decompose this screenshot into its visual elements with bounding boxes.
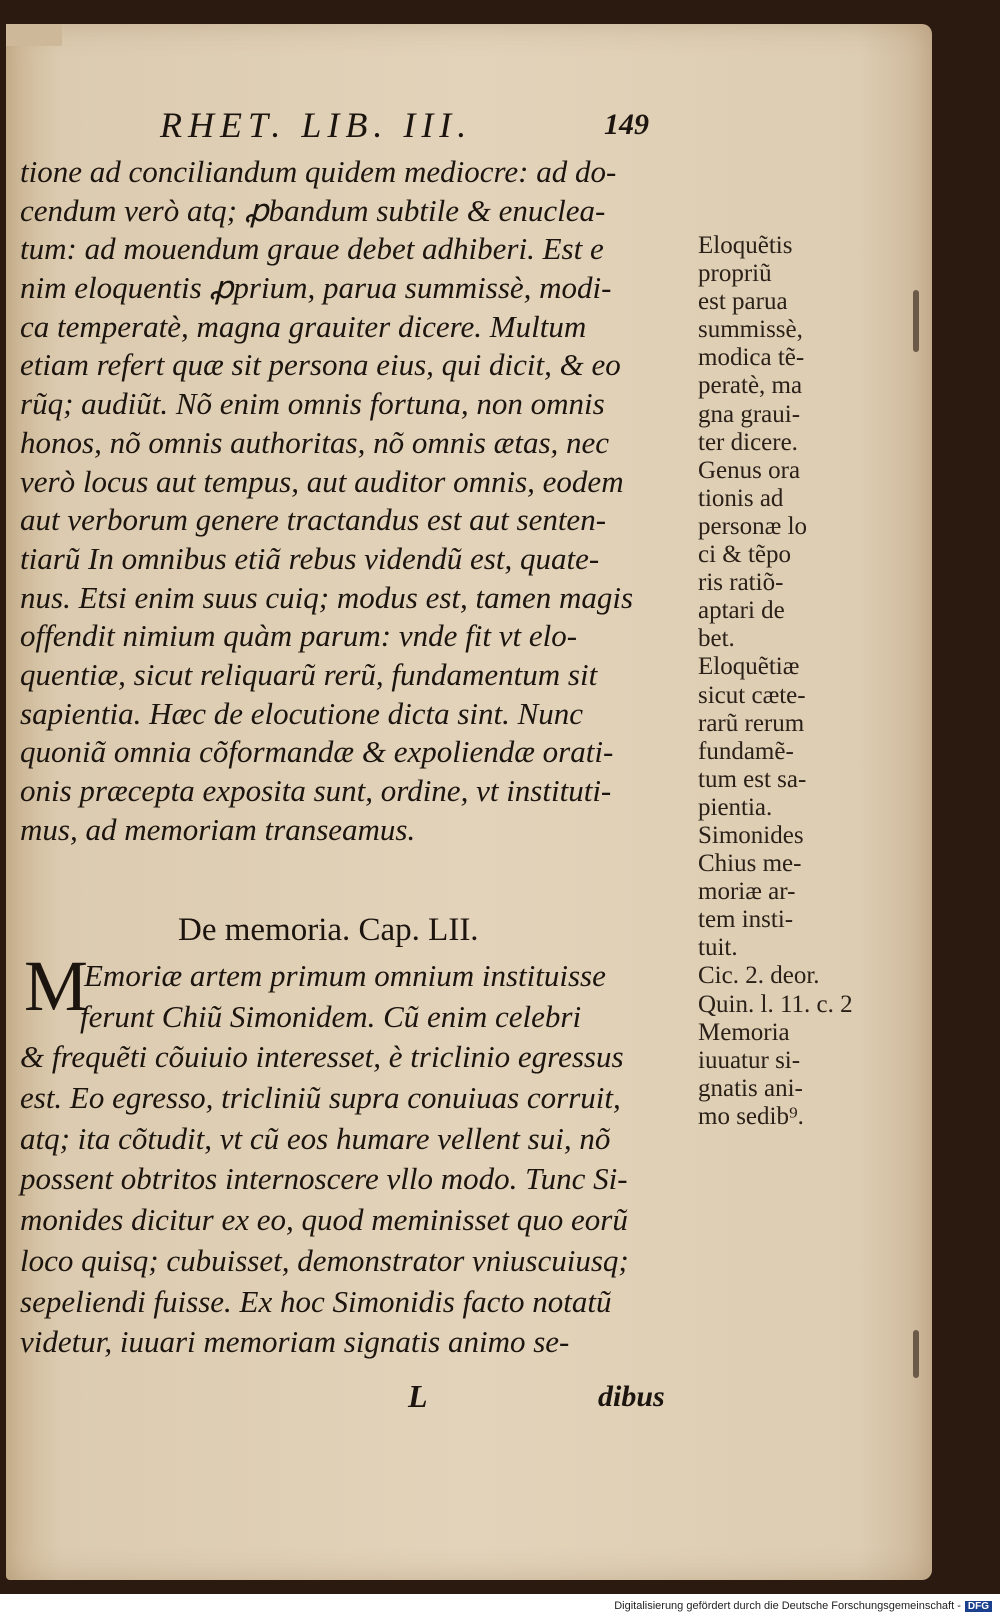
text-line: tione ad conciliandum quidem mediocre: ad do- — [20, 154, 617, 189]
signature-mark: L — [408, 1378, 428, 1414]
text-line: etiam refert quæ sit persona eius, qui dicit, & eo — [20, 347, 621, 383]
text-line: tiarũ In omnibus etiã rebus videndũ est, quate- — [20, 540, 600, 576]
marginal-note-line: modica tẽ- — [698, 344, 805, 372]
main-text-block — [20, 153, 690, 849]
text-line: onis præcepta exposita sunt, ordine, vt instituti- — [20, 773, 612, 808]
marginal-note-line: tum est sa- — [698, 765, 807, 793]
page-number: 149 — [604, 108, 649, 141]
text-line: honos, nõ omnis authoritas, nõ omnis ætas, nec — [20, 424, 610, 460]
marginal-note-line: Memoria — [698, 1018, 790, 1046]
text-line: cendum verò atq; ꝓbandum subtile & enuclea- — [20, 192, 606, 228]
chapter-text-line: monides dicitur ex eo, quod meminisset quo eorũ — [20, 1202, 628, 1238]
binding-mark — [913, 290, 919, 352]
text-line: mus, ad memoriam transeamus. — [20, 811, 416, 847]
chapter-text-line: loco quisq; cubuisset, demonstrator vniuscuiusq; — [20, 1242, 629, 1278]
marginal-note-line: ci & tẽpo — [698, 541, 792, 569]
marginal-note-line: Genus ora — [698, 456, 801, 484]
text-line: offendit nimium quàm parum: vnde fit vt elo- — [20, 618, 578, 654]
text-line: ca temperatè, magna grauiter dicere. Multum — [20, 308, 587, 344]
chapter-text-line: atq; ita cõtudit, vt cũ eos humare vellent sui, nõ — [20, 1120, 611, 1156]
marginal-note-line: fundamẽ- — [698, 737, 794, 765]
text-line: nim eloquentis ꝓprium, parua summissè, modi- — [20, 270, 612, 306]
text-line: aut verborum genere tractandus est aut senten- — [20, 502, 607, 538]
marginal-note-line: ter dicere. — [698, 428, 798, 456]
page-edge-tab — [6, 24, 62, 46]
marginal-note-line: peratè, ma — [698, 372, 803, 400]
marginal-note-line: Cic. 2. deor. — [698, 962, 820, 990]
marginal-note-line: rarũ rerum — [698, 709, 805, 737]
marginal-note-line: iuuatur si- — [698, 1046, 801, 1074]
marginal-note-line: tuit. — [698, 934, 738, 962]
chapter-text-block — [20, 956, 700, 1363]
marginal-note-line: gna graui- — [698, 400, 801, 428]
footer-credit-text: Digitalisierung gefördert durch die Deutsche Forschungsgemeinschaft - — [614, 1600, 961, 1612]
marginal-note-line: est parua — [698, 288, 788, 316]
chapter-text-line: sepeliendi fuisse. Ex hoc Simonidis facto notatũ — [20, 1283, 612, 1319]
marginal-note-line: mo sedib⁹. — [698, 1102, 804, 1130]
marginal-note-line: pientia. — [698, 793, 773, 821]
chapter-heading: De memoria. Cap. LII. — [178, 912, 479, 948]
marginal-note-line: moriæ ar- — [698, 878, 796, 906]
marginal-note-line: bet. — [698, 625, 735, 653]
marginal-note-line: Eloquẽtiæ — [698, 653, 800, 681]
chapter-text-line: possent obtritos internoscere vllo modo. Tunc Si- — [20, 1161, 628, 1197]
marginalia-column — [698, 232, 853, 1131]
chapter-text-line: est. Eo egresso, tricliniũ supra conuiuas corruit, — [20, 1080, 621, 1116]
chapter-text-line: videtur, iuuari memoriam signatis animo se- — [20, 1324, 570, 1360]
marginal-note-line: tem insti- — [698, 906, 794, 934]
marginal-note-line: aptari de — [698, 597, 785, 625]
marginal-note-line: Chius me- — [698, 850, 802, 878]
marginal-note-line: tionis ad — [698, 484, 784, 512]
text-line: quoniã omnia cõformandæ & expoliendæ orati- — [20, 734, 614, 770]
text-line: quentiæ, sicut reliquarũ rerũ, fundamentum sit — [20, 656, 598, 692]
text-line: sapientia. Hæc de elocutione dicta sint. Nunc — [20, 695, 584, 731]
marginal-note-line: Eloquẽtis — [698, 232, 793, 259]
marginal-note-line: Quin. l. 11. c. 2 — [698, 990, 853, 1018]
dfg-logo: DFG — [965, 1601, 992, 1612]
marginal-note-line: gnatis ani- — [698, 1074, 803, 1102]
catchword: dibus — [598, 1380, 665, 1413]
drop-capital: M — [24, 946, 89, 1026]
marginal-note-line: propriũ — [698, 260, 772, 288]
text-line: rũq; audiũt. Nõ enim omnis fortuna, non omnis — [20, 386, 605, 422]
chapter-text-line: ferunt Chiũ Simonidem. Cũ enim celebri — [80, 998, 582, 1034]
chapter-text-line: & frequẽti cõuiuio interesset, è triclinio egressus — [20, 1039, 624, 1075]
marginal-note-line: summissè, — [698, 316, 803, 344]
binding-mark — [913, 1330, 919, 1378]
digitization-footer — [614, 1600, 992, 1612]
text-line: nus. Etsi enim suus cuiq; modus est, tamen magis — [20, 579, 634, 615]
text-line: verò locus aut tempus, aut auditor omnis, eodem — [20, 463, 624, 499]
marginal-note-line: sicut cæte- — [698, 681, 806, 709]
marginal-note-line: ris ratiõ- — [698, 569, 784, 597]
marginal-note-line: personæ lo — [698, 512, 808, 540]
text-line: tum: ad mouendum graue debet adhiberi. Est e — [20, 231, 604, 267]
marginal-note-line: Simonides — [698, 821, 804, 849]
running-title: RHET. LIB. III. — [160, 105, 473, 145]
chapter-text-line: Emoriæ artem primum omnium instituisse — [84, 958, 606, 993]
